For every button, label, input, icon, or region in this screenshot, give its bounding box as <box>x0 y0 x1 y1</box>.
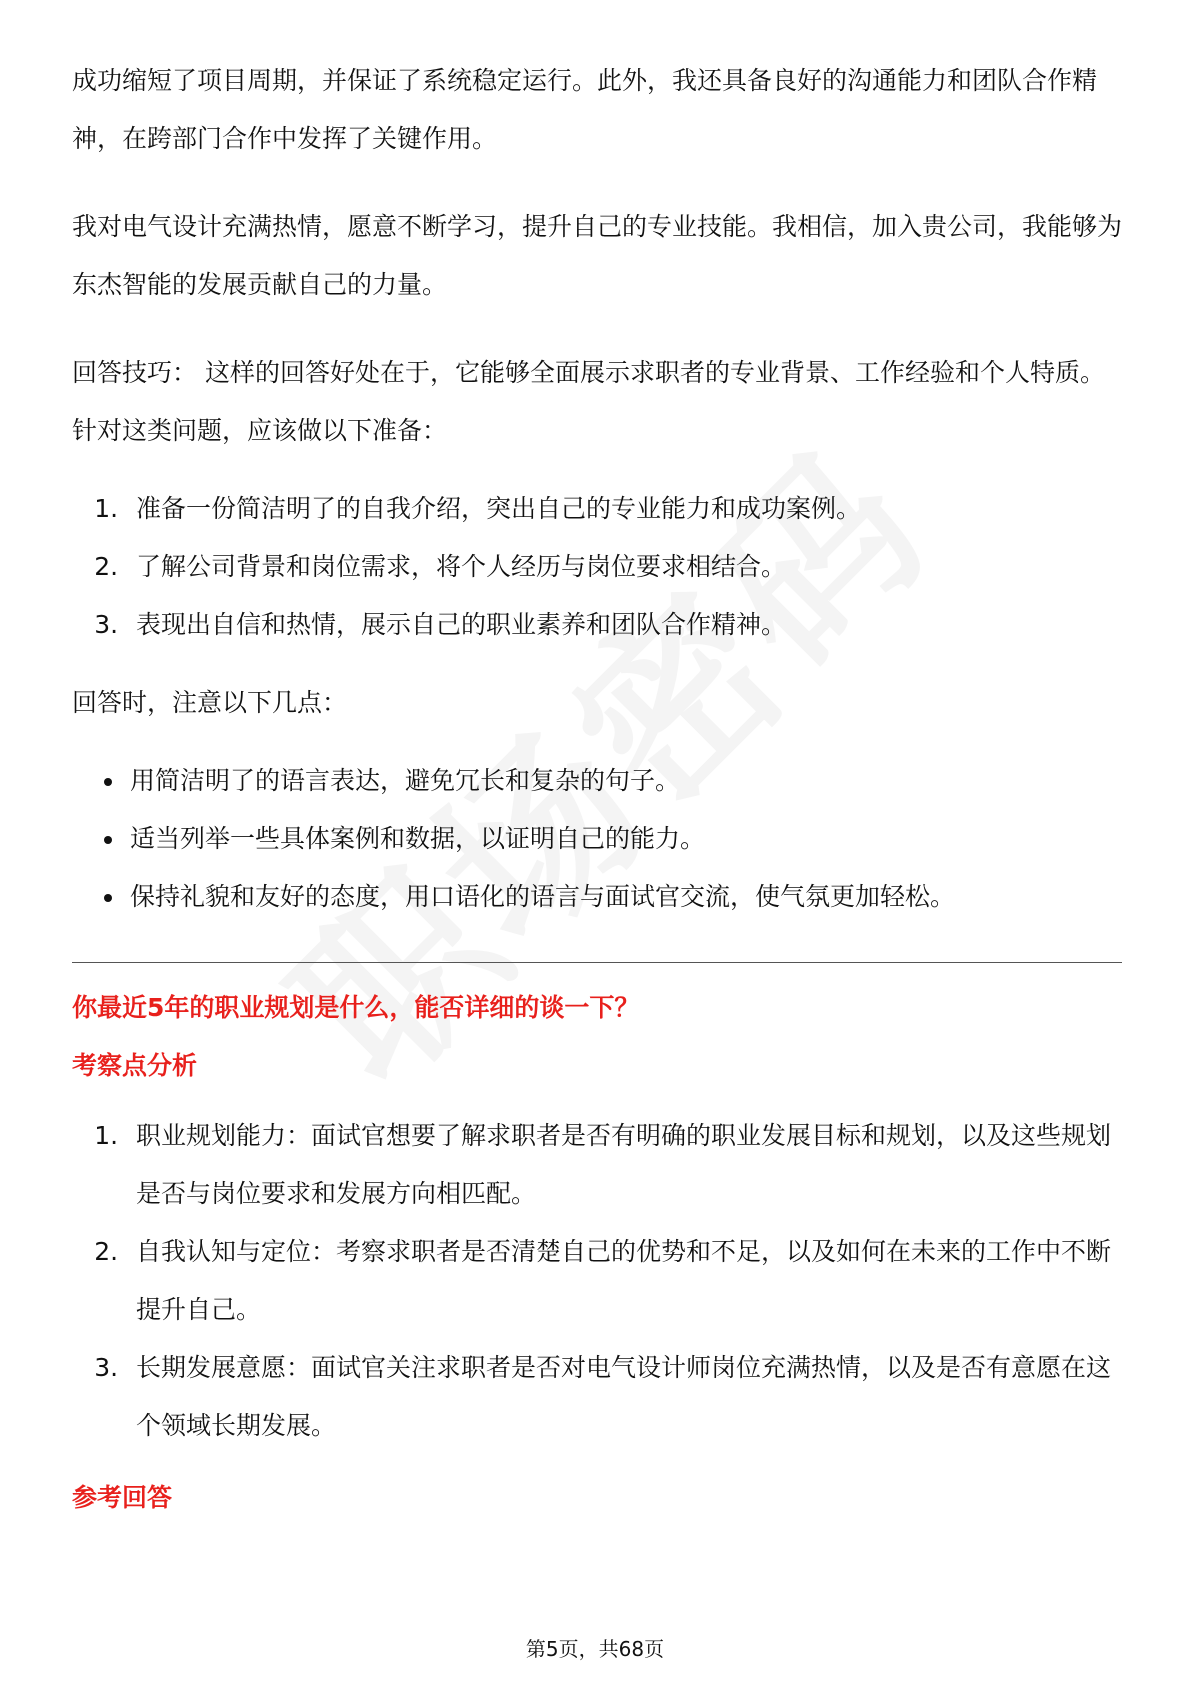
list-item: 1. 准备一份简洁明了的自我介绍，突出自己的专业能力和成功案例。 <box>126 480 1122 538</box>
list-item: • 适当列举一些具体案例和数据，以证明自己的能力。 <box>126 810 1122 868</box>
list-item: 3. 长期发展意愿：面试官关注求职者是否对电气设计师岗位充满热情，以及是否有意愿在这个领域长期发展。 <box>126 1339 1122 1455</box>
section-divider <box>72 962 1122 963</box>
list-item: • 保持礼貌和友好的态度，用口语化的语言与面试官交流，使气氛更加轻松。 <box>126 868 1122 926</box>
list-item: • 用简洁明了的语言表达，避免冗长和复杂的句子。 <box>126 752 1122 810</box>
tips-list <box>72 480 1122 654</box>
list-item: 2. 了解公司背景和岗位需求，将个人经历与岗位要求相结合。 <box>126 538 1122 596</box>
list-item: 1. 职业规划能力：面试官想要了解求职者是否有明确的职业发展目标和规划，以及这些规划是否与岗位要求和发展方向相匹配。 <box>126 1107 1122 1223</box>
notes-intro: 回答时，注意以下几点： <box>72 688 348 717</box>
intro-paragraph-2: 我对电气设计充满热情，愿意不断学习，提升自己的专业技能。我相信，加入贵公司，我能够为东杰智能的发展贡献自己的力量。 <box>72 212 1123 299</box>
list-item: 2. 自我认知与定位：考察求职者是否清楚自己的优势和不足，以及如何在未来的工作中不断提升自己。 <box>126 1223 1122 1339</box>
page-content <box>72 52 1122 1527</box>
analysis-heading: 考察点分析 <box>72 1051 198 1080</box>
list-item: 3. 表现出自信和热情，展示自己的职业素养和团队合作精神。 <box>126 596 1122 654</box>
analysis-list <box>72 1107 1122 1455</box>
tips-intro: 回答技巧： 这样的回答好处在于，它能够全面展示求职者的专业背景、工作经验和个人特质。针对这类问题，应该做以下准备： <box>72 358 1105 445</box>
question-title: 你最近5年的职业规划是什么，能否详细的谈一下？ <box>72 993 640 1022</box>
page-number: 第5页，共68页 <box>525 1637 665 1661</box>
notes-list <box>72 752 1122 926</box>
answer-heading: 参考回答 <box>72 1483 173 1512</box>
intro-paragraph-1: 成功缩短了项目周期，并保证了系统稳定运行。此外，我还具备良好的沟通能力和团队合作精神，在跨部门合作中发挥了关键作用。 <box>72 66 1098 153</box>
